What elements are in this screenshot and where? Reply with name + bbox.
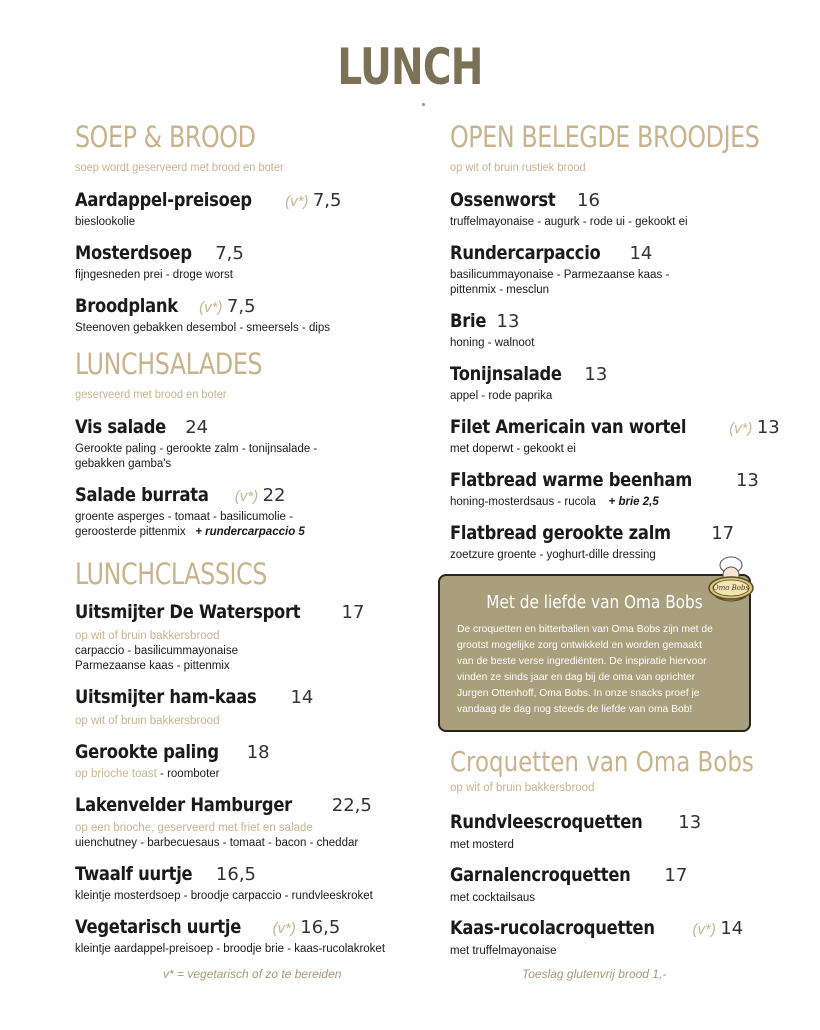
section-subtitle-salades: geserveerd met brood en boter [75,387,227,401]
item-desc: pittenmix - mesclun [450,284,550,296]
item-name: Filet Americain van wortel [450,416,687,438]
section-title-soep: SOEP & BROOD [75,120,256,154]
item-desc: Parmezaanse kaas - pittenmix [75,660,230,672]
item-price: 13 [496,311,520,332]
item-name: Brie [450,310,487,332]
item-name: Rundvleescroquetten [450,811,643,833]
menu-item [450,469,759,491]
menu-item [450,416,780,438]
oma-bobs-line: vandaag de dag nog steeds de liefde van oma Bob! [457,704,693,715]
item-desc: basilicummayonaise - Parmezaanse kaas - [450,269,670,281]
item-name: Flatbread warme beenham [450,469,693,491]
veg-marker: (v*) [234,488,259,505]
menu-item [450,189,600,211]
item-sub: op een brioche, geserveerd met friet en salade [75,822,313,834]
item-name: Mosterdsoep [75,242,192,264]
item-extra: + rundercarpaccio 5 [195,526,305,538]
menu-item [450,310,519,332]
menu-item [75,916,340,938]
menu-item [450,864,687,886]
item-price: 16,5 [215,864,256,885]
oma-bobs-logo-icon [706,555,756,607]
item-desc: groente asperges - tomaat - basilicumolie - [75,511,293,523]
item-desc: Steenoven gebakken desembol - smeersels - dips [75,322,331,334]
veg-marker: (v*) [692,921,716,938]
item-price: 7,5 [312,190,342,211]
item-name: Uitsmijter ham-kaas [75,686,257,708]
item-desc: met truffelmayonaise [450,945,557,957]
item-name: Garnalencroquetten [450,864,631,886]
veg-marker: (v*) [199,299,223,316]
decorative-dot [422,103,425,106]
section-subtitle-soep: soep wordt geserveerd met brood en boter [75,160,284,174]
section-title-salades: LUNCHSALADES [75,347,263,381]
item-desc: zoetzure groente - yoghurt-dille dressing [450,549,656,561]
item-name: Broodplank [75,295,178,317]
item-price: 7,5 [226,296,256,317]
oma-bobs-title: Met de liefde van Oma Bobs [486,592,703,613]
oma-bobs-line: grootst mogelijke zorg ontwikkeld en worden gemaakt [457,640,702,651]
item-name: Kaas-rucolacroquetten [450,917,655,939]
item-name: Rundercarpaccio [450,242,601,264]
section-subtitle-croquetten: op wit of bruin bakkersbrood [450,782,595,794]
oma-bobs-line: vinden ze sinds jaar en dag bij de oma van oprichter [457,672,696,683]
menu-item [75,416,208,438]
section-title-classics: LUNCHCLASSICS [75,557,267,591]
item-sub: op brioche toast [75,768,157,780]
oma-bobs-line: Jurgen Ottenhoff, Oma Bobs. In onze snacks proef je [457,688,700,699]
item-price: 17 [711,523,735,544]
footnote-glutenvrij: Toeslag glutenvrij brood 1,- [522,967,667,981]
item-name: Vegetarisch uurtje [75,916,242,938]
menu-item [75,189,342,211]
menu-item [75,295,256,317]
item-desc: kleintje aardappel-preisoep - broodje brie - kaas-rucolakroket [75,943,386,955]
oma-bobs-logo-text: Oma Bobs [712,584,750,592]
page-title: LUNCH [337,38,483,96]
section-title-croquetten: Croquetten van Oma Bobs [450,745,754,778]
oma-bobs-line: van de beste verse ingrediënten. De inspiratie hiervoor [457,656,707,667]
item-desc: met doperwt - gekookt ei [450,443,576,455]
section-title-broodjes: OPEN BELEGDE BROODJES [450,120,760,154]
item-desc: bieslookolie [75,216,136,228]
menu-item [75,741,270,763]
item-price: 22 [262,485,286,506]
item-desc: - roomboter [160,768,220,780]
item-desc: honing-mosterdsaus - rucola [450,496,596,508]
item-name: Tonijnsalade [450,363,562,385]
menu-item [75,863,256,885]
item-desc: honing - walnoot [450,337,535,349]
oma-bobs-text [457,622,742,718]
item-price: 7,5 [215,243,244,264]
item-desc: uienchutney - barbecuesaus - tomaat - bacon - cheddar [75,837,359,849]
item-name: Vis salade [75,416,166,438]
item-desc: carpaccio - basilicummayonaise [75,645,238,657]
item-name: Salade burrata [75,484,209,506]
item-price: 14 [629,243,653,264]
item-price: 18 [246,742,270,763]
item-price: 13 [678,812,702,833]
item-price: 16,5 [300,917,341,938]
menu-item [75,601,364,623]
item-desc: met cocktailsaus [450,892,536,904]
item-desc: gebakken gamba's [75,458,172,470]
item-price: 16 [577,190,600,211]
oma-bobs-info-box [438,574,751,732]
item-desc: geroosterde pittenmix [75,526,186,538]
menu-item [75,686,313,708]
item-price: 22,5 [331,795,372,816]
veg-marker: (v*) [285,193,309,210]
menu-item [450,242,652,264]
item-name: Flatbread gerookte zalm [450,522,671,544]
menu-item [450,522,734,544]
item-name: Uitsmijter De Watersport [75,601,301,623]
item-price: 13 [735,470,759,491]
item-price: 17 [341,602,365,623]
item-desc-line [450,495,659,510]
menu-item [75,484,285,506]
item-price: 24 [185,417,209,438]
item-sub: op wit of bruin bakkersbrood [75,630,220,642]
item-desc: fijngesneden prei - droge worst [75,269,233,281]
item-sub: op wit of bruin bakkersbrood [75,715,220,727]
item-desc-line [75,525,305,540]
item-price: 13 [584,364,608,385]
item-name: Twaalf uurtje [75,863,193,885]
item-name: Gerookte paling [75,741,219,763]
item-desc: appel - rode paprika [450,390,553,402]
veg-marker: (v*) [272,920,296,937]
menu-item [450,363,607,385]
menu-item [450,917,743,939]
menu-item [450,811,701,833]
item-desc: Gerookte paling - gerookte zalm - tonijnsalade - [75,443,318,455]
item-desc: met mosterd [450,839,514,851]
item-price: 14 [720,918,744,939]
item-desc-line [75,767,219,782]
menu-item [75,794,372,816]
item-desc: kleintje mosterdsoep - broodje carpaccio - rundvleeskroket [75,890,373,902]
footnote-vegetarian: v* = vegetarisch of zo te bereiden [163,967,342,981]
section-subtitle-broodjes: op wit of bruin rustiek brood [450,160,586,174]
item-name: Aardappel-preisoep [75,189,252,211]
oma-bobs-line: De croquetten en bitterballen van Oma Bobs zijn met de [457,624,713,635]
item-price: 17 [664,865,688,886]
item-name: Ossenworst [450,189,556,211]
item-name: Lakenvelder Hamburger [75,794,292,816]
item-desc: truffelmayonaise - augurk - rode ui - gekookt ei [450,216,688,228]
veg-marker: (v*) [729,420,753,437]
item-extra: + brie 2,5 [608,496,659,508]
item-price: 13 [756,417,780,438]
item-price: 14 [290,687,314,708]
menu-item [75,242,244,264]
